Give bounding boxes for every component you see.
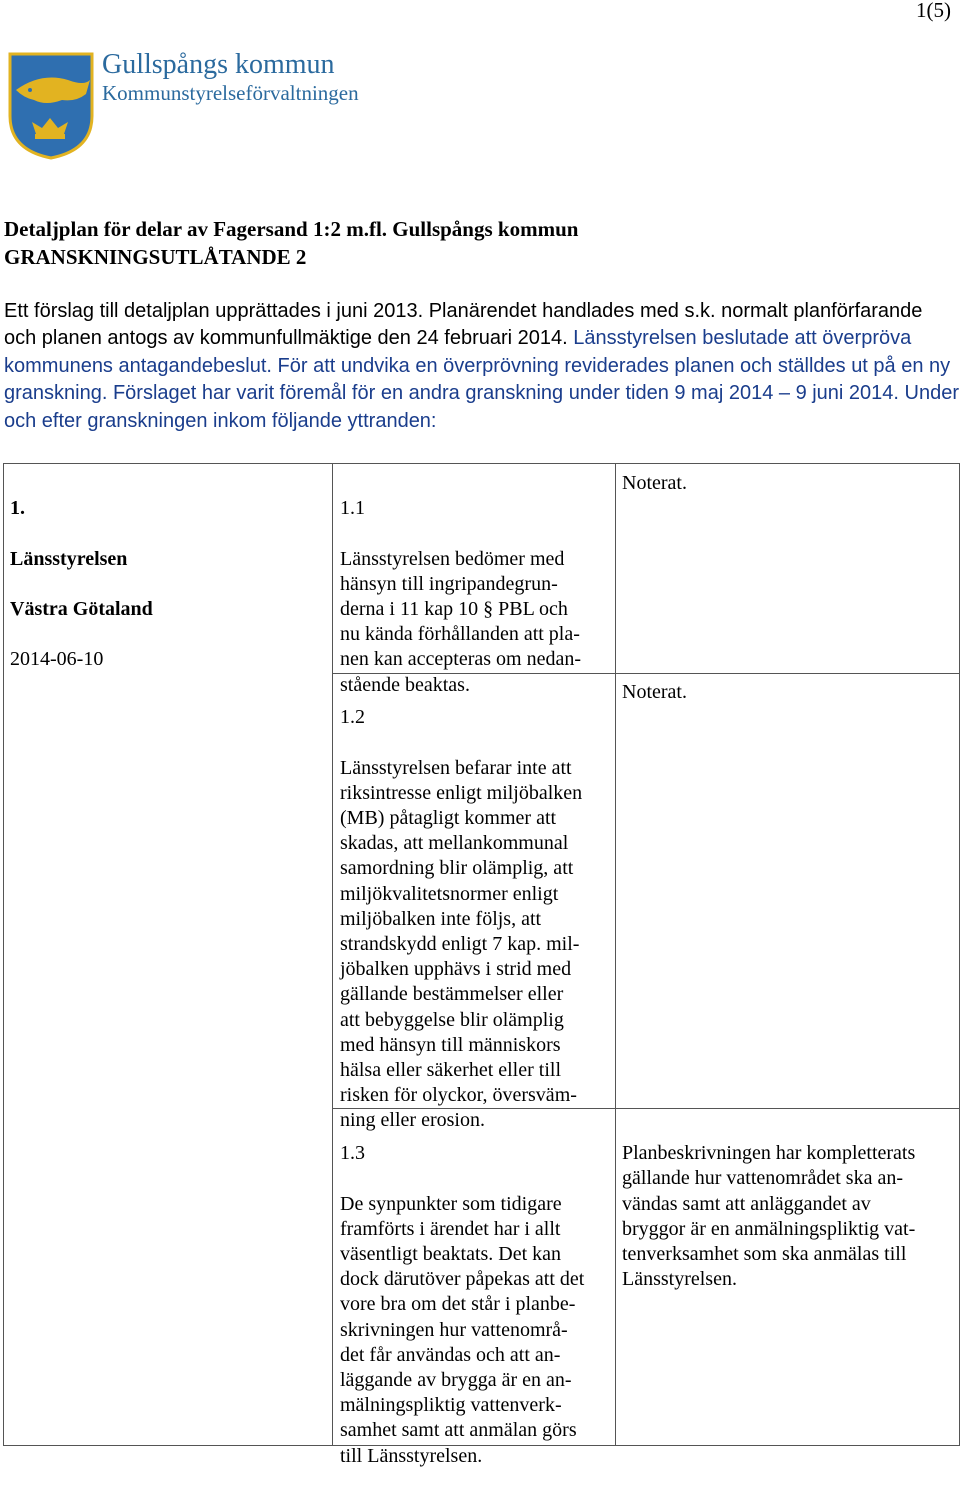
sender-number: 1. (10, 497, 25, 520)
coat-of-arms-icon (6, 50, 96, 160)
org-department: Kommunstyrelseförvaltningen (102, 81, 359, 105)
response-cell-2 (615, 673, 960, 1109)
comment-text-3: De synpunkter som tidigare framförts i ärendet har i allt väsentligt beaktats. Det kan dock därutöver påpekas att det vore bra om det står i planbe- skrivningen hur vattenområ- det får användas och att an- läggande av brygga är en an- mälningspliktig vattenverk- samhet samt att anmälan görs till Länsstyrelsen. (340, 1192, 585, 1467)
page-number: 1(5) (916, 0, 951, 22)
sender-org-line-2: Västra Götaland (10, 598, 153, 621)
sender-org-line-1: Länsstyrelsen (10, 547, 128, 570)
comment-2 (340, 680, 582, 1159)
sender-info (10, 471, 153, 698)
comment-text-2: Länsstyrelsen befarar inte att riksintresse enligt miljöbalken (MB) påtagligt kommer att skadas, att mellankommunal samordning blir olämplig, att miljökvalitetsnormer enligt miljöbalken inte följs, att strandskydd enligt 7 kap. mil- jöbalken upphävs i strid med gällande bestämmelser eller att bebyggelse blir olämplig med hänsyn till människors hälsa eller säkerhet eller till risken för olyckor, översväm- ning eller erosion. (340, 756, 583, 1132)
intro-part-1: Ett förslag till detaljplan upprättades i juni 2013. Planärendet handlades med s.k. normalt planförfarande och planen antogs av kommunfullmäktige den 24 februari 2014. (4, 300, 923, 350)
document-title (4, 215, 578, 271)
sender-date: 2014-06-10 (10, 648, 104, 671)
comment-number-1: 1.1 (340, 497, 365, 520)
response-1: Noterat. (622, 472, 687, 494)
comment-number-2: 1.2 (340, 706, 365, 729)
intro-paragraph (4, 298, 959, 435)
response-3: Planbeskrivningen har kompletterats gällande hur vattenområdet ska an- vändas samt att anläggandet av bryggor är en anmälningspliktig vat- tenverksamhet som ska anmälas till Länsstyrelsen. (622, 1142, 916, 1291)
response-2: Noterat. (622, 681, 687, 703)
title-line-2: GRANSKNINGSUTLÅTANDE 2 (4, 245, 307, 269)
comment-3 (340, 1116, 584, 1494)
comment-text-1: Länsstyrelsen bedömer med hänsyn till ingripandegrun- derna i 11 kap 10 § PBL och nu kända förhållanden att pla- nen kan accepteras om nedan- stående beaktas. (340, 547, 581, 696)
comment-number-3: 1.3 (340, 1142, 365, 1165)
org-name: Gullspångs kommun (102, 49, 335, 80)
title-line-1: Detaljplan för delar av Fagersand 1:2 m.fl. Gullspångs kommun (4, 217, 579, 241)
intro-part-2: Länsstyrelsen beslutade att överpröva kommunens antagandebeslut. För att undvika en överprövning reviderades planen och ställdes ut på en ny granskning. Förslaget har varit föremål för en andra granskning under tiden 9 maj 2014 – 9 juni 2014. Under och efter granskningen inkom följande yttranden: (4, 327, 960, 432)
